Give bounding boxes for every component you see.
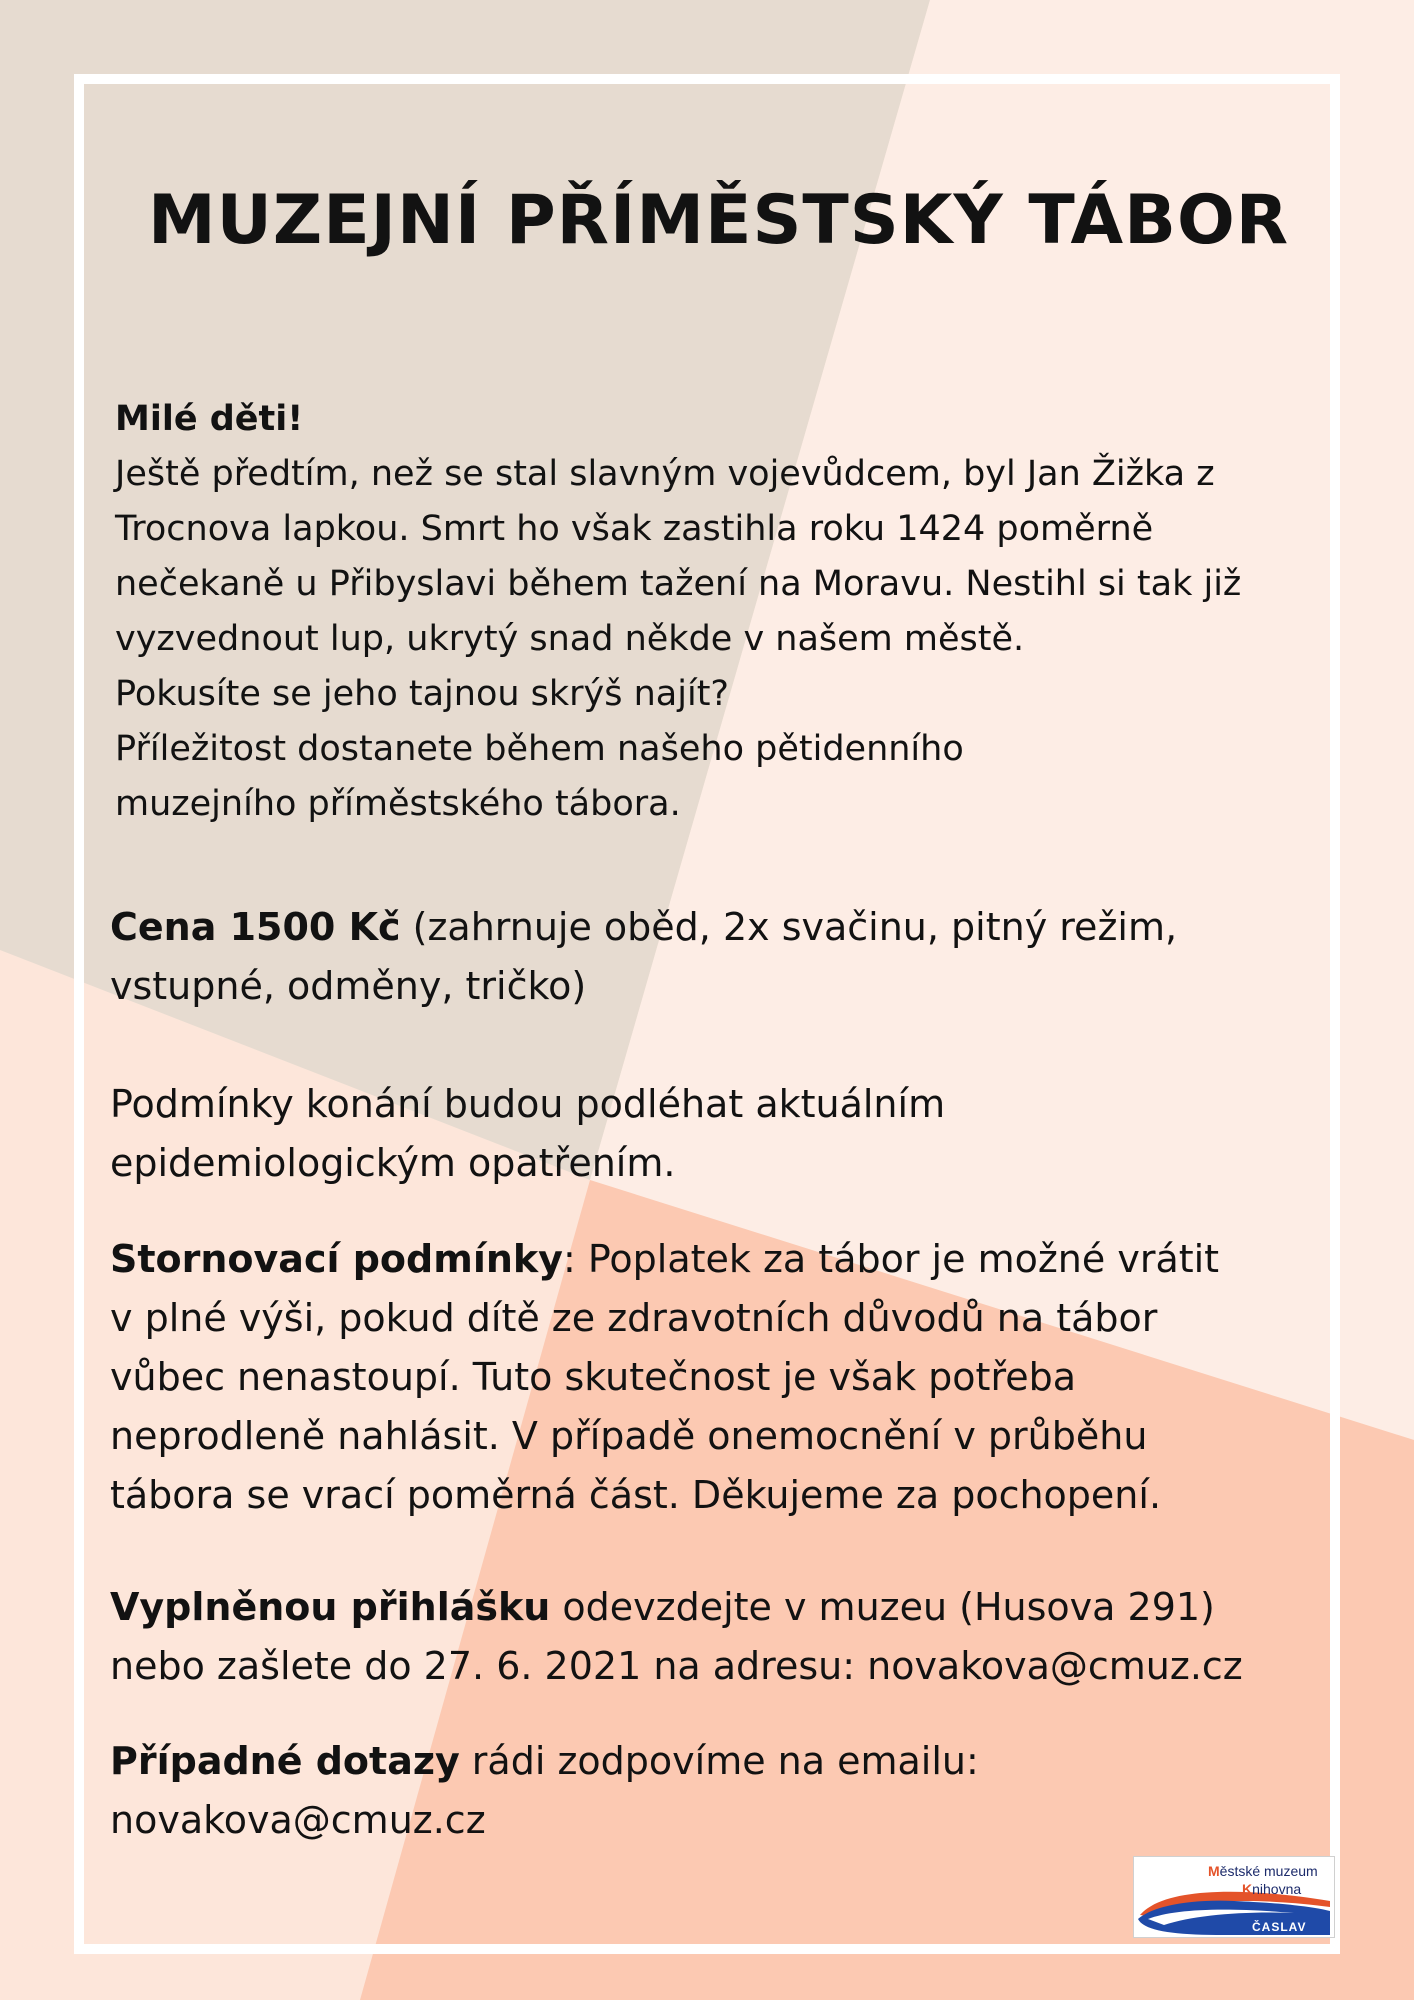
greeting: Milé děti! <box>115 399 304 439</box>
intro-line: nečekaně u Přibyslavi během tažení na Moravu. Nestihl si tak již <box>115 564 1242 604</box>
conditions-line: epidemiologickým opatřením. <box>110 1141 676 1185</box>
storno-section <box>110 1230 1330 1525</box>
logo-text-museum: Městské muzeum <box>1208 1863 1318 1879</box>
museum-logo <box>1133 1856 1335 1938</box>
application-text-cont: nebo zašlete do 27. 6. 2021 na adresu: novakova@cmuz.cz <box>110 1644 1243 1688</box>
storno-line: v plné výši, pokud dítě ze zdravotních důvodů na tábor <box>110 1296 1158 1340</box>
intro-line: Trocnova lapkou. Smrt ho však zastihla roku 1424 poměrně <box>115 509 1154 549</box>
application-text: odevzdejte v muzeu (Husova 291) <box>550 1585 1215 1629</box>
questions-text: rádi zodpovíme na emailu: <box>459 1739 979 1783</box>
storno-line: vůbec nenastoupí. Tuto skutečnost je však potřeba <box>110 1355 1077 1399</box>
intro-text <box>115 392 1335 832</box>
storno-label: Stornovací podmínky <box>110 1237 563 1281</box>
intro-line: Pokusíte se jeho tajnou skrýš najít? <box>115 674 730 714</box>
questions-section <box>110 1732 1330 1850</box>
conditions-line: Podmínky konání budou podléhat aktuálním <box>110 1082 946 1126</box>
price-includes-cont: vstupné, odměny, tričko) <box>110 964 587 1008</box>
price-section <box>110 898 1330 1016</box>
logo-text-library: Knihovna <box>1242 1881 1302 1897</box>
price-label: Cena 1500 Kč <box>110 905 401 949</box>
storno-line: neprodleně nahlásit. V případě onemocnění v průběhu <box>110 1414 1148 1458</box>
storno-text: : Poplatek za tábor je možné vrátit <box>562 1237 1220 1281</box>
intro-line: vyzvednout lup, ukrytý snad někde v našem městě. <box>115 619 1025 659</box>
intro-line: Příležitost dostanete během našeho pětidenního <box>115 729 964 769</box>
price-includes: (zahrnuje oběd, 2x svačinu, pitný režim, <box>400 905 1178 949</box>
application-section <box>110 1578 1330 1696</box>
contact-email: novakova@cmuz.cz <box>110 1798 486 1842</box>
intro-line: muzejního příměstského tábora. <box>115 784 681 824</box>
storno-line: tábora se vrací poměrná část. Děkujeme za pochopení. <box>110 1473 1162 1517</box>
application-label: Vyplněnou přihlášku <box>110 1585 551 1629</box>
conditions-section <box>110 1075 1330 1193</box>
logo-text-city: ČASLAV <box>1252 1920 1307 1934</box>
intro-line: Ještě předtím, než se stal slavným vojevůdcem, byl Jan Žižka z <box>115 454 1215 494</box>
page-title: MUZEJNÍ PŘÍMĚSTSKÝ TÁBOR <box>148 181 1290 260</box>
questions-label: Případné dotazy <box>110 1739 460 1783</box>
